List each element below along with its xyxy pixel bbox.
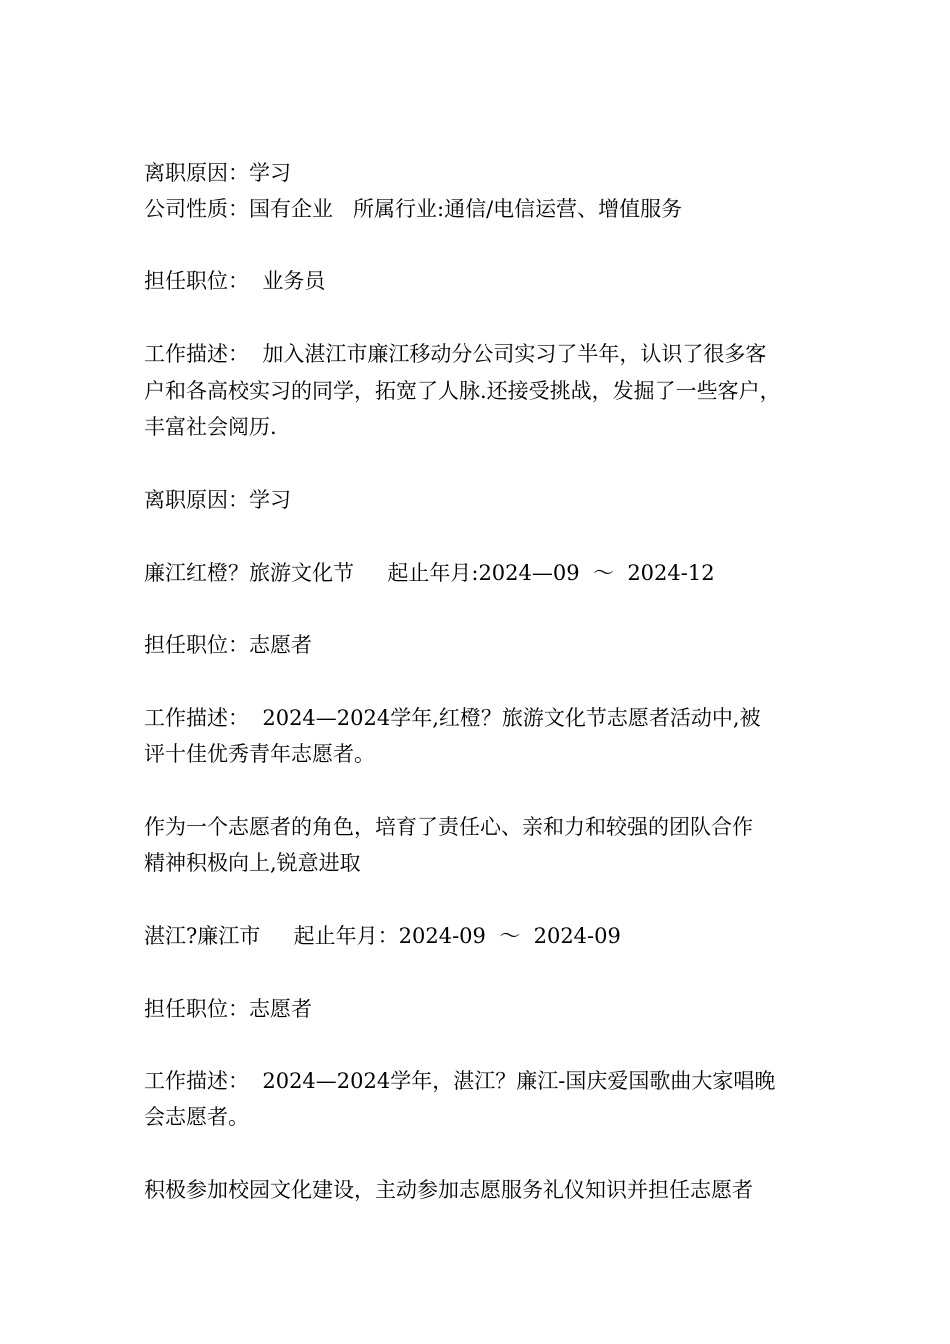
text-line-position-volunteer-2: 担任职位：志愿者 [144, 997, 312, 1021]
text-line-resign-reason-1: 离职原因：学习 [144, 161, 291, 185]
text-line-lianjiang-city: 湛江?廉江市 起止年月：2024-09 ～ 2024-09 [144, 924, 621, 948]
text-line-position-salesman: 担任职位： 业务员 [144, 269, 326, 293]
text-line-job-desc-3b: 会志愿者。 [144, 1105, 249, 1129]
text-line-job-desc-3a: 工作描述： 2024—2024学年，湛江？廉江-国庆爱国歌曲大家唱晚 [144, 1069, 776, 1093]
text-line-job-desc-1a: 工作描述： 加入湛江市廉江移动分公司实习了半年，认识了很多客 [144, 342, 767, 366]
text-line-job-desc-1c: 丰富社会阅历. [144, 415, 277, 439]
text-line-volunteer-role-a: 作为一个志愿者的角色，培育了责任心、亲和力和较强的团队合作 [144, 815, 753, 839]
text-line-orange-festival: 廉江红橙？旅游文化节 起止年月:2024—09 ～ 2024-12 [144, 561, 715, 585]
text-line-position-volunteer-1: 担任职位：志愿者 [144, 633, 312, 657]
text-line-job-desc-1b: 户和各高校实习的同学，拓宽了人脉.还接受挑战，发掘了一些客户， [144, 379, 781, 403]
text-line-volunteer-role-b: 精神积极向上,锐意进取 [144, 851, 361, 875]
text-line-job-desc-2a: 工作描述： 2024—2024学年,红橙？旅游文化节志愿者活动中,被 [144, 706, 761, 730]
text-line-resign-reason-2: 离职原因：学习 [144, 488, 291, 512]
text-line-company-nature: 公司性质：国有企业 所属行业:通信/电信运营、增值服务 [144, 197, 683, 221]
text-line-job-desc-2b: 评十佳优秀青年志愿者。 [144, 742, 375, 766]
text-line-campus-culture: 积极参加校园文化建设，主动参加志愿服务礼仪知识并担任志愿者 [144, 1178, 753, 1202]
